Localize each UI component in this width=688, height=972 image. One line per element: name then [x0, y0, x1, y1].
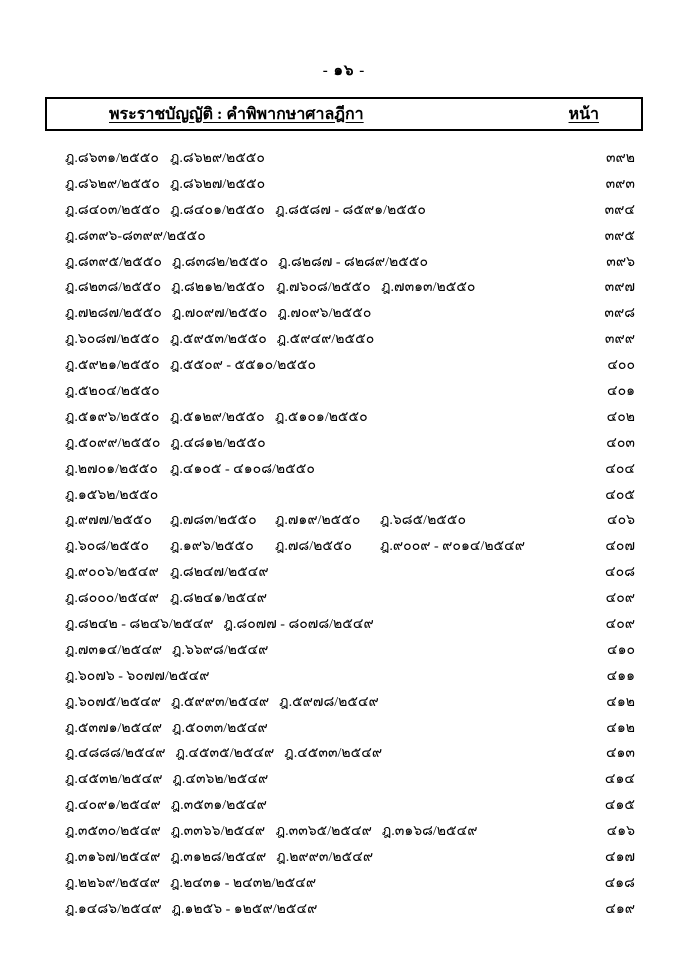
case-number: ฎ.๗๘/๒๕๕๐ — [275, 539, 353, 555]
row-page-number: ๓๙๔ — [604, 202, 635, 218]
case-number: ฎ.๒๙๙๓/๒๕๔๙ — [276, 850, 374, 866]
row-page-number: ๔๐๑ — [606, 384, 635, 400]
table-row — [65, 224, 635, 250]
row-page-number: ๔๑๙ — [605, 901, 635, 917]
table-row — [65, 741, 635, 767]
case-number: ฎ.๗๓๑๔/๒๕๔๙ — [65, 642, 163, 658]
table-row — [65, 146, 635, 172]
case-number: ฎ.๗๐๙๖/๒๕๕๐ — [277, 306, 372, 322]
table-row — [65, 275, 635, 301]
case-number-group — [65, 586, 267, 612]
table-row — [65, 664, 635, 690]
case-number: ฎ.๕๙๒๑/๒๕๕๐ — [65, 358, 160, 374]
case-number: ฎ.๘๒๔๑/๒๕๔๙ — [170, 591, 267, 607]
case-number: ฎ.๖๐๘/๒๕๕๐ — [65, 539, 149, 555]
table-row — [65, 405, 635, 431]
case-number: ฎ.๘๒๔๒ - ๘๒๔๖/๒๕๔๙ — [65, 617, 214, 633]
case-number: ฎ.๘๐๐๐/๒๕๔๙ — [65, 591, 159, 607]
row-page-number: ๔๑๕ — [604, 798, 635, 814]
case-number: ฎ.๘๒๘๗ - ๘๒๘๙/๒๕๕๐ — [278, 254, 428, 270]
case-number: ฎ.๗๒๘๗/๒๕๕๐ — [65, 306, 162, 322]
case-number: ฎ.๘๓๘๒/๒๕๕๐ — [171, 254, 269, 270]
case-number: ฎ.๔๐๙๑/๒๕๔๙ — [65, 798, 161, 814]
row-page-number: ๔๑๐ — [606, 642, 635, 658]
case-number: ฎ.๖๘๕/๒๕๕๐ — [380, 513, 467, 529]
case-number: ฎ.๒๔๓๑ - ๒๔๓๒/๒๕๔๙ — [170, 875, 317, 891]
case-number: ฎ.๓๑๖๘/๒๕๔๙ — [381, 824, 478, 840]
row-page-number: ๔๐๒ — [606, 409, 635, 425]
case-number: ฎ.๘๕๘๗ - ๘๕๙๑/๒๕๕๐ — [275, 202, 426, 218]
case-number-group — [65, 508, 475, 534]
case-number: ฎ.๓๕๓๐/๒๕๔๙ — [65, 824, 161, 840]
case-list — [65, 146, 635, 923]
row-page-number: ๔๐๙ — [605, 591, 635, 607]
row-page-number: ๔๑๒ — [606, 694, 635, 710]
header-title: พระราชบัญญัติ : คำพิพากษาศาลฎีกา — [109, 105, 364, 123]
case-number: ฎ.๖๐๗๖ - ๖๐๗๗/๒๕๔๙ — [65, 668, 210, 684]
row-page-number: ๔๐๓ — [606, 435, 635, 451]
table-row — [65, 586, 635, 612]
row-page-number: ๓๙๗ — [604, 280, 635, 296]
case-number: ฎ.๗๖๐๘/๒๕๕๐ — [276, 280, 371, 296]
case-number: ฎ.๘๖๒๙/๒๕๕๐ — [65, 176, 160, 192]
case-number-group — [65, 405, 370, 431]
case-number: ฎ.๘๓๙๕/๒๕๕๐ — [65, 254, 162, 270]
row-page-number: ๓๙๘ — [604, 306, 635, 322]
case-number: ฎ.๕๙๕๓/๒๕๕๐ — [170, 332, 267, 348]
table-row — [65, 534, 635, 560]
row-page-number: ๔๑๖ — [606, 824, 635, 840]
case-number: ฎ.๘๔๐๓/๒๕๕๐ — [65, 202, 161, 218]
table-row — [65, 379, 635, 405]
table-row — [65, 327, 635, 353]
table-row — [65, 250, 635, 276]
table-row — [65, 353, 635, 379]
case-number: ฎ.๑๙๖/๒๕๕๐ — [170, 539, 254, 555]
case-number: ฎ.๘๔๐๑/๒๕๕๐ — [170, 202, 265, 218]
case-number: ฎ.๒๗๐๑/๒๕๕๐ — [65, 461, 158, 477]
case-number: ฎ.๔๕๓๒/๒๕๔๙ — [65, 772, 163, 788]
case-number-group — [65, 664, 209, 690]
table-row — [65, 897, 635, 923]
case-number-group — [65, 534, 525, 560]
case-number: ฎ.๘๐๗๗ - ๘๐๗๘/๒๕๔๙ — [223, 617, 374, 633]
header-box — [45, 97, 643, 131]
case-number: ฎ.๗๑๙/๒๕๕๐ — [275, 513, 361, 529]
case-number: ฎ.๕๐๓๓/๒๕๔๙ — [172, 720, 268, 736]
table-row — [65, 198, 635, 224]
case-number-group — [65, 146, 265, 172]
table-row — [65, 483, 635, 509]
row-page-number: ๔๐๖ — [606, 513, 635, 529]
row-page-number: ๔๐๔ — [605, 461, 635, 477]
case-number: ฎ.๗๐๙๗/๒๕๕๐ — [171, 306, 268, 322]
case-number-group — [65, 353, 316, 379]
case-number: ฎ.๘๖๓๑/๒๕๕๐ — [65, 151, 159, 166]
case-number: ฎ.๕๒๐๔/๒๕๕๐ — [65, 384, 160, 400]
case-number: ฎ.๔๑๐๕ - ๔๑๐๘/๒๕๕๐ — [170, 461, 315, 477]
case-number-group — [65, 275, 476, 301]
case-number-group — [65, 612, 374, 638]
case-number: ฎ.๕๑๐๑/๒๕๕๐ — [275, 409, 368, 425]
case-number-group — [65, 845, 373, 871]
row-page-number: ๔๐๙ — [605, 617, 635, 633]
table-row — [65, 638, 635, 664]
table-row — [65, 871, 635, 897]
case-number: ฎ.๙๐๐๖/๒๕๔๙ — [65, 565, 159, 581]
case-number-group — [65, 638, 268, 664]
table-row — [65, 301, 635, 327]
case-number: ฎ.๘๓๙๖-๘๓๙๙/๒๕๕๐ — [65, 228, 206, 244]
case-number: ฎ.๘๖๒๙/๒๕๕๐ — [170, 151, 265, 166]
case-number: ฎ.๔๕๓๓/๒๕๔๙ — [284, 746, 383, 762]
case-number-group — [65, 897, 317, 923]
table-row — [65, 508, 635, 534]
table-row — [65, 690, 635, 716]
case-number: ฎ.๖๖๙๘/๒๕๔๙ — [172, 642, 269, 658]
case-number: ฎ.๘๒๑๒/๒๕๕๐ — [171, 280, 266, 296]
row-page-number: ๓๙๕ — [604, 228, 635, 244]
row-page-number: ๔๐๐ — [607, 358, 635, 374]
case-number: ฎ.๕๙๗๘/๒๕๔๙ — [279, 694, 379, 710]
row-page-number: ๔๑๔ — [604, 772, 635, 788]
row-page-number: ๓๙๙ — [604, 332, 635, 348]
row-page-number: ๔๐๕ — [605, 487, 635, 503]
case-number: ฎ.๖๐๗๕/๒๕๔๙ — [65, 694, 162, 710]
case-number: ฎ.๑๕๖๒/๒๕๕๐ — [65, 487, 159, 503]
case-number-group — [65, 224, 206, 250]
case-number-group — [65, 379, 160, 405]
case-number-group — [65, 741, 382, 767]
row-page-number: ๔๐๗ — [605, 539, 635, 555]
case-number: ฎ.๕๓๗๑/๒๕๔๙ — [65, 720, 163, 736]
case-number-group — [65, 793, 267, 819]
case-number: ฎ.๕๙๙๓/๒๕๔๙ — [171, 694, 270, 710]
case-number-group — [65, 301, 372, 327]
table-row — [65, 457, 635, 483]
case-number: ฎ.๖๐๘๗/๒๕๕๐ — [65, 332, 160, 348]
page-number: - ๑๖ - — [322, 63, 366, 79]
case-number: ฎ.๕๑๒๙/๒๕๕๐ — [170, 409, 265, 425]
case-number: ฎ.๓๑๖๗/๒๕๔๙ — [65, 850, 161, 866]
case-number-group — [65, 819, 477, 845]
case-number-group — [65, 690, 379, 716]
case-number-group — [65, 250, 428, 276]
case-number: ฎ.๗๓๑๓/๒๕๕๐ — [381, 280, 476, 296]
case-number: ฎ.๙๐๐๙ - ๙๐๑๔/๒๕๔๙ — [380, 539, 526, 555]
row-page-number: ๓๙๖ — [606, 254, 635, 270]
case-number: ฎ.๔๘๑๒/๒๕๕๐ — [170, 435, 266, 451]
case-number: ฎ.๑๒๕๖ - ๑๒๕๙/๒๕๔๙ — [171, 901, 318, 917]
case-number: ฎ.๒๒๖๙/๒๕๔๙ — [65, 875, 161, 891]
case-number: ฎ.๓๕๓๑/๒๕๔๙ — [170, 798, 267, 814]
row-page-number: ๔๑๒ — [606, 720, 635, 736]
table-row — [65, 560, 635, 586]
case-number-group — [65, 483, 160, 509]
table-row — [65, 431, 635, 457]
row-page-number: ๔๑๑ — [606, 668, 635, 684]
table-row — [65, 845, 635, 871]
case-number-group — [65, 327, 374, 353]
table-row — [65, 819, 635, 845]
row-page-number: ๔๐๘ — [605, 565, 635, 581]
table-row — [65, 767, 635, 793]
case-number: ฎ.๙๗๗/๒๕๕๐ — [65, 513, 153, 529]
case-number: ฎ.๓๑๒๘/๒๕๔๙ — [170, 850, 267, 866]
case-number-group — [65, 457, 315, 483]
case-number: ฎ.๘๖๒๗/๒๕๕๐ — [170, 176, 266, 192]
table-row — [65, 612, 635, 638]
table-row — [65, 172, 635, 198]
table-row — [65, 716, 635, 742]
case-number: ฎ.๘๒๓๘/๒๕๕๐ — [65, 280, 162, 296]
case-number-group — [65, 716, 268, 742]
case-number-group — [65, 172, 265, 198]
case-number-group — [65, 871, 316, 897]
case-number: ฎ.๔๓๖๒/๒๕๔๙ — [172, 772, 269, 788]
case-number-group — [65, 560, 269, 586]
case-number-group — [65, 767, 268, 793]
row-page-number: ๔๑๘ — [604, 875, 635, 891]
case-number: ฎ.๕๙๔๙/๒๕๕๐ — [276, 332, 375, 348]
row-page-number: ๔๑๗ — [604, 850, 635, 866]
row-page-number: ๓๙๒ — [605, 151, 635, 166]
case-number: ฎ.๓๓๖๖/๒๕๔๙ — [170, 824, 266, 840]
case-number-group — [65, 431, 266, 457]
row-page-number: ๔๑๓ — [605, 746, 635, 762]
case-number: ฎ.๔๕๓๕/๒๕๔๙ — [175, 746, 275, 762]
case-number: ฎ.๕๕๐๙ - ๕๕๑๐/๒๕๕๐ — [170, 358, 317, 374]
case-number-group — [65, 198, 426, 224]
case-number: ฎ.๕๐๙๙/๒๕๕๐ — [65, 435, 161, 451]
case-number: ฎ.๑๔๘๖/๒๕๔๙ — [65, 901, 162, 917]
row-page-number: ๓๙๓ — [605, 176, 635, 192]
case-number: ฎ.๕๑๙๖/๒๕๕๐ — [65, 409, 160, 425]
table-row — [65, 793, 635, 819]
case-number: ฎ.๘๒๔๗/๒๕๔๙ — [170, 565, 269, 581]
case-number: ฎ.๗๘๓/๒๕๕๐ — [170, 513, 257, 529]
case-number: ฎ.๓๓๖๕/๒๕๔๙ — [275, 824, 372, 840]
page-column-label: หน้า — [568, 105, 599, 123]
case-number: ฎ.๔๘๘๘/๒๕๔๙ — [65, 746, 166, 762]
